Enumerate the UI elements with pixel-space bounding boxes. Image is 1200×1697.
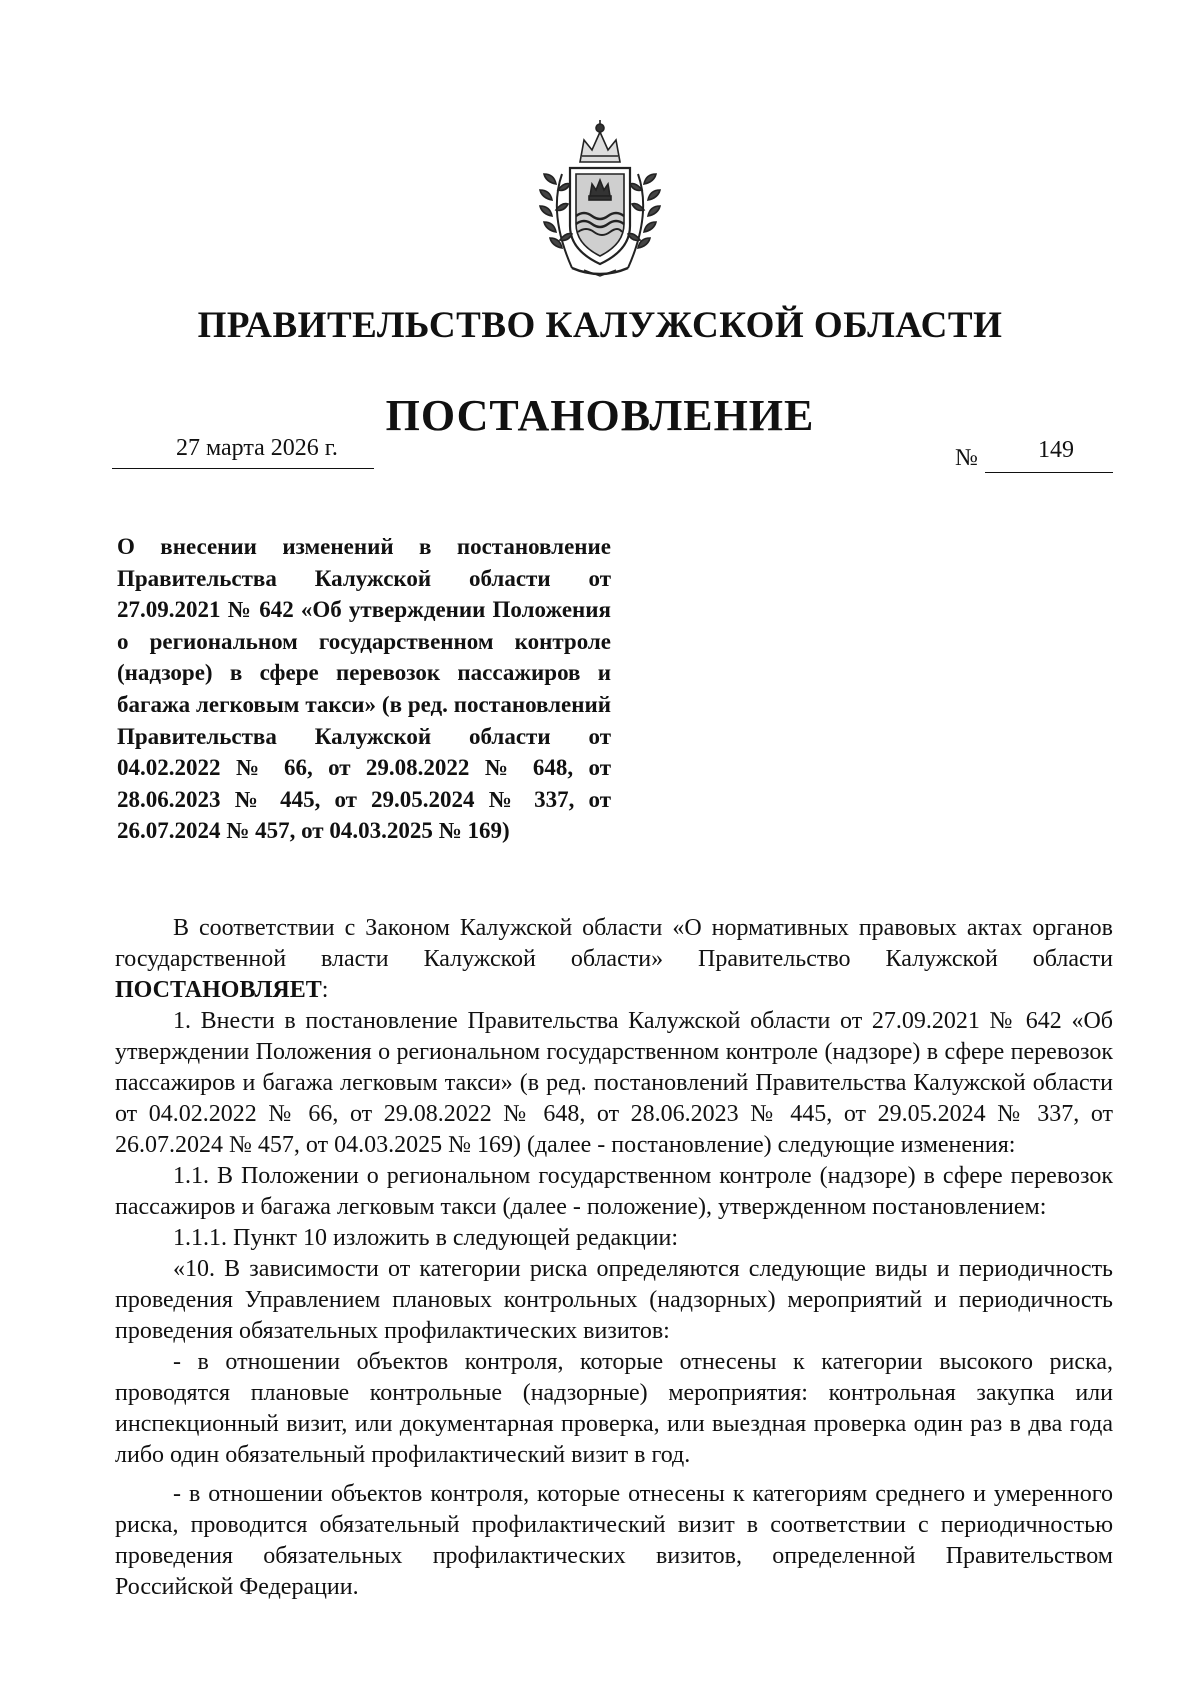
paragraph-10: «10. В зависимости от категории риска определяются следующие виды и периодичность проведения Управлением плановых контрольных (надзорных) мероприятий и периодичность проведения обязательных профилактических визитов: — [115, 1256, 1113, 1344]
kaluga-coat-of-arms-icon — [532, 118, 668, 280]
paragraph-high-risk: - в отношении объектов контроля, которые отнесены к категории высокого риска, проводятся плановые контрольные (надзорные) мероприятия: контрольная закупка или инспекционный визит, или документарная проверка, или выездная проверка один раз в два года либо один обязательный профилактический визит в год. — [115, 1349, 1113, 1468]
issuing-authority: ПРАВИТЕЛЬСТВО КАЛУЖСКОЙ ОБЛАСТИ — [197, 305, 1003, 346]
preamble-paragraph — [115, 913, 1113, 1006]
document-date-field — [112, 431, 374, 469]
document-body — [115, 913, 1113, 1603]
decree-colon: : — [321, 977, 329, 1003]
document-number: 149 — [1038, 437, 1074, 463]
preamble-text: В соответствии с Законом Калужской области «О нормативных правовых актах органов государственной власти Калужской области» Правительство Калужской области — [115, 915, 1113, 972]
subject-text: О внесении изменений в постановление Правительства Калужской области от 27.09.2021 № 642 «Об утверждении Положения о региональном государственном контроле (надзоре) в сфере перевозок пассажиров и багажа легковым такси» (в ред. постановлений Правительства Калужской области от 04.02.2022 № 66, от 29.08.2022 № 648, от 28.06.2023 № 445, от 29.05.2024 № 337, от 26.07.2024 № 457, от 04.03.2025 № 169) — [117, 534, 611, 844]
paragraph-1: 1. Внести в постановление Правительства Калужской области от 27.09.2021 № 642 «Об утверждении Положения о региональном государственном контроле (надзоре) в сфере перевозок пассажиров и багажа легковым такси» (в ред. постановлений Правительства Калужской области от 04.02.2022 № 66, от 29.08.2022 № 648, от 28.06.2023 № 445, от 29.05.2024 № 337, от 26.07.2024 № 457, от 04.03.2025 № 169) (далее - постановление) следующие изменения: — [115, 1008, 1113, 1158]
paragraph-1-1: 1.1. В Положении о региональном государственном контроле (надзоре) в сфере перевозок пассажиров и багажа легковым такси (далее - положение), утвержденном постановлением: — [115, 1163, 1113, 1220]
decree-word: ПОСТАНОВЛЯЕТ — [115, 977, 322, 1003]
paragraph-1-1-1: 1.1.1. Пункт 10 изложить в следующей редакции: — [173, 1225, 679, 1251]
number-sign: № — [955, 445, 978, 471]
document-number-field — [955, 437, 1113, 473]
paragraph-medium-risk: - в отношении объектов контроля, которые отнесены к категориям среднего и умеренного риска, проводится обязательный профилактический визит в соответствии с периодичностью проведения обязательных профилактических визитов, определенной Правительством Российской Федерации. — [115, 1481, 1113, 1600]
document-date: 27 марта 2026 г. — [176, 435, 338, 461]
number-underline — [985, 472, 1113, 473]
document-type: ПОСТАНОВЛЕНИЕ — [385, 391, 815, 440]
document-subject — [117, 531, 611, 847]
